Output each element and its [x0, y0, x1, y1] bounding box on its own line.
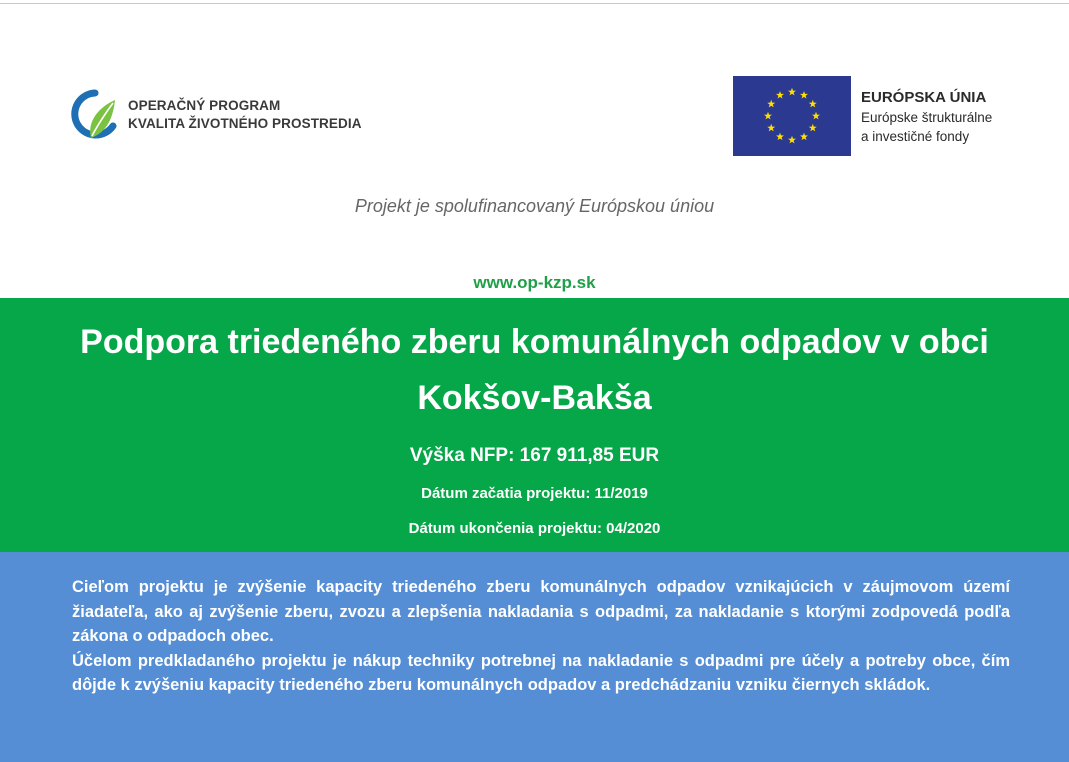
- project-title: [0, 314, 1069, 426]
- eu-subtitle-line2: a investičné fondy: [861, 129, 970, 144]
- eu-logo: [733, 76, 1033, 158]
- eu-subtitle-line1: Európske štrukturálne: [861, 110, 993, 125]
- description-paragraph-purpose: Účelom predkladaného projektu je nákup techniky potrebnej na nakladanie s odpadmi pre účely a potreby obce, čím dôjde k zvýšeniu kapacity triedeného zberu komunálnych odpadov a predchádzaniu vzniku čiernych skládok.: [72, 651, 1010, 694]
- cofinanced-note: Projekt je spolufinancovaný Európskou úniou: [354, 196, 715, 216]
- description-paragraph-goal: Cieľom projektu je zvýšenie kapacity triedeného zberu komunálnych odpadov vznikajúcich v záujmovom území žiadateľa, ako aj zvýšenie zberu, zvozu a zlepšenia nakladania s odpadmi, za nakladanie s ktorými zodpovedá podľa zákona o odpadoch obec.: [72, 578, 1010, 645]
- op-logo-line2: KVALITA ŽIVOTNÉHO PROSTREDIA: [128, 116, 362, 131]
- eu-title: EURÓPSKA ÚNIA: [861, 89, 987, 106]
- website-link[interactable]: www.op-kzp.sk: [473, 273, 596, 292]
- project-title-line2: Kokšov-Bakša: [417, 379, 652, 417]
- project-end-date: Dátum ukončenia projektu: 04/2020: [408, 520, 661, 537]
- project-start-date: Dátum začatia projektu: 11/2019: [421, 485, 648, 502]
- nfp-amount: Výška NFP: 167 911,85 EUR: [409, 445, 660, 466]
- eu-logo-text: [861, 88, 992, 146]
- project-description: [72, 575, 1010, 698]
- op-kzp-logo: [70, 88, 400, 144]
- project-header-band: [0, 298, 1069, 552]
- project-title-line1: Podpora triedeného zberu komunálnych odpadov v obci: [80, 323, 989, 361]
- project-description-band: [0, 552, 1069, 762]
- eu-flag-icon: [733, 76, 851, 156]
- op-kzp-logo-icon: [70, 88, 120, 144]
- top-divider: [0, 3, 1069, 4]
- op-logo-line1: OPERAČNÝ PROGRAM: [128, 98, 281, 113]
- op-kzp-logo-text: [128, 97, 362, 133]
